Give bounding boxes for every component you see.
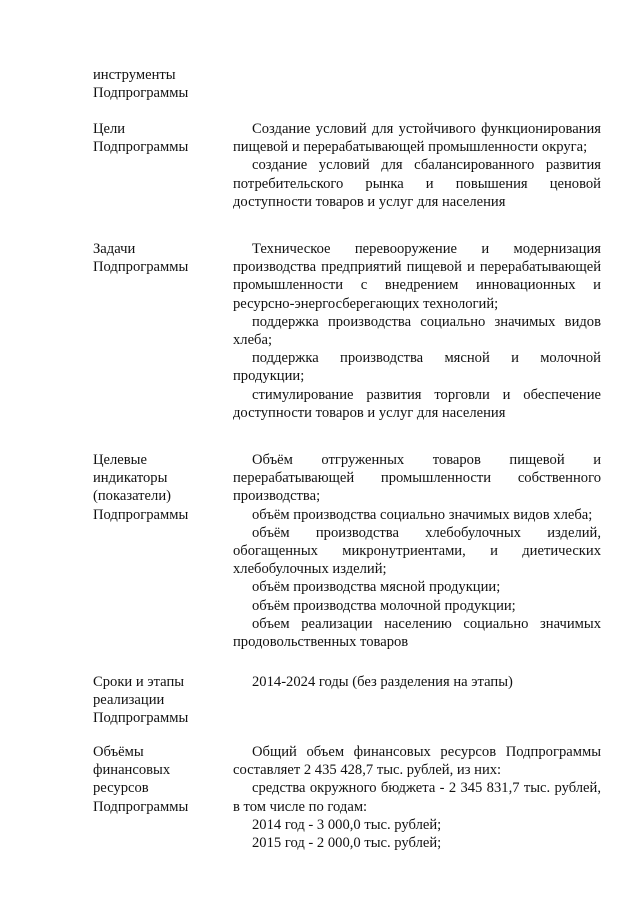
row-label-line: Подпрограммы: [93, 259, 189, 276]
row-label-line: Подпрограммы: [93, 506, 189, 523]
value-paragraph: стимулирование развития торговли и обеспечение доступности товаров и услуг для населения: [233, 386, 601, 421]
value-paragraph: объём производства социально значимых видов хлеба;: [252, 506, 593, 523]
row-label: [93, 66, 233, 102]
value-paragraph: 2014 год - 3 000,0 тыс. рублей;: [252, 816, 442, 833]
value-paragraph: Создание условий для устойчивого функционирования пищевой и перерабатывающей промышленности округа;: [233, 121, 601, 156]
value-paragraph: объём производства молочной продукции;: [252, 597, 516, 614]
row-label: [93, 451, 233, 524]
value-paragraph: средства окружного бюджета - 2 345 831,7 тыс. рублей, в том числе по годам:: [233, 780, 601, 815]
row-label-line: Подпрограммы: [93, 798, 189, 815]
value-paragraph: поддержка производства социально значимых видов хлеба;: [233, 313, 601, 349]
row-value: [233, 743, 601, 852]
row-label-line: Подпрограммы: [93, 710, 189, 727]
value-paragraph: 2014-2024 годы (без разделения на этапы): [252, 674, 513, 690]
row-label-line: финансовых: [93, 762, 171, 779]
row-label-line: ресурсов: [93, 780, 149, 797]
row-label-line: индикаторы: [93, 470, 168, 487]
row-label-line: Целевые: [93, 452, 147, 468]
row-label: [93, 743, 233, 816]
row-label-line: Цели: [93, 121, 126, 137]
row-label: [93, 673, 233, 728]
value-paragraph: объем реализации населению социально значимых продовольственных товаров: [233, 615, 601, 651]
value-paragraph: Объём отгруженных товаров пищевой и перерабатывающей промышленности собственного производства;: [233, 452, 601, 505]
value-paragraph: объём производства мясной продукции;: [252, 579, 501, 596]
value-paragraph: объём производства хлебобулочных изделий, обогащенных микронутриентами, и диетических хлебобулочных изделий;: [233, 524, 601, 578]
row-label-line: инструменты: [93, 67, 176, 83]
row-value: [233, 120, 601, 211]
row-label-line: Подпрограммы: [93, 85, 189, 102]
value-paragraph: поддержка производства мясной и молочной продукции;: [233, 350, 601, 385]
value-paragraph: Техническое перевооружение и модернизация производства предприятий пищевой и перерабатывающей промышленности с внедрением инновационных и ресурсно-энергосберегающих технологий;: [233, 241, 601, 312]
value-paragraph: 2015 год - 2 000,0 тыс. рублей;: [252, 835, 442, 852]
row-value: [233, 240, 601, 422]
row-label-line: Объёмы: [93, 744, 144, 760]
row-label-line: (показатели): [93, 488, 171, 505]
row-label-line: Сроки и этапы: [93, 674, 185, 690]
row-label: [93, 120, 233, 156]
row-label-line: реализации: [93, 692, 165, 709]
value-paragraph: Общий объем финансовых ресурсов Подпрограммы составляет 2 435 428,7 тыс. рублей, из них:: [233, 744, 601, 779]
value-paragraph: создание условий для сбалансированного развития потребительского рынка и повышения ценовой доступности товаров и услуг для населения: [233, 157, 601, 210]
row-label-line: Подпрограммы: [93, 139, 189, 156]
row-label: [93, 240, 233, 276]
row-label-line: Задачи: [93, 241, 136, 257]
row-value: [233, 673, 601, 691]
row-value: [233, 451, 601, 651]
